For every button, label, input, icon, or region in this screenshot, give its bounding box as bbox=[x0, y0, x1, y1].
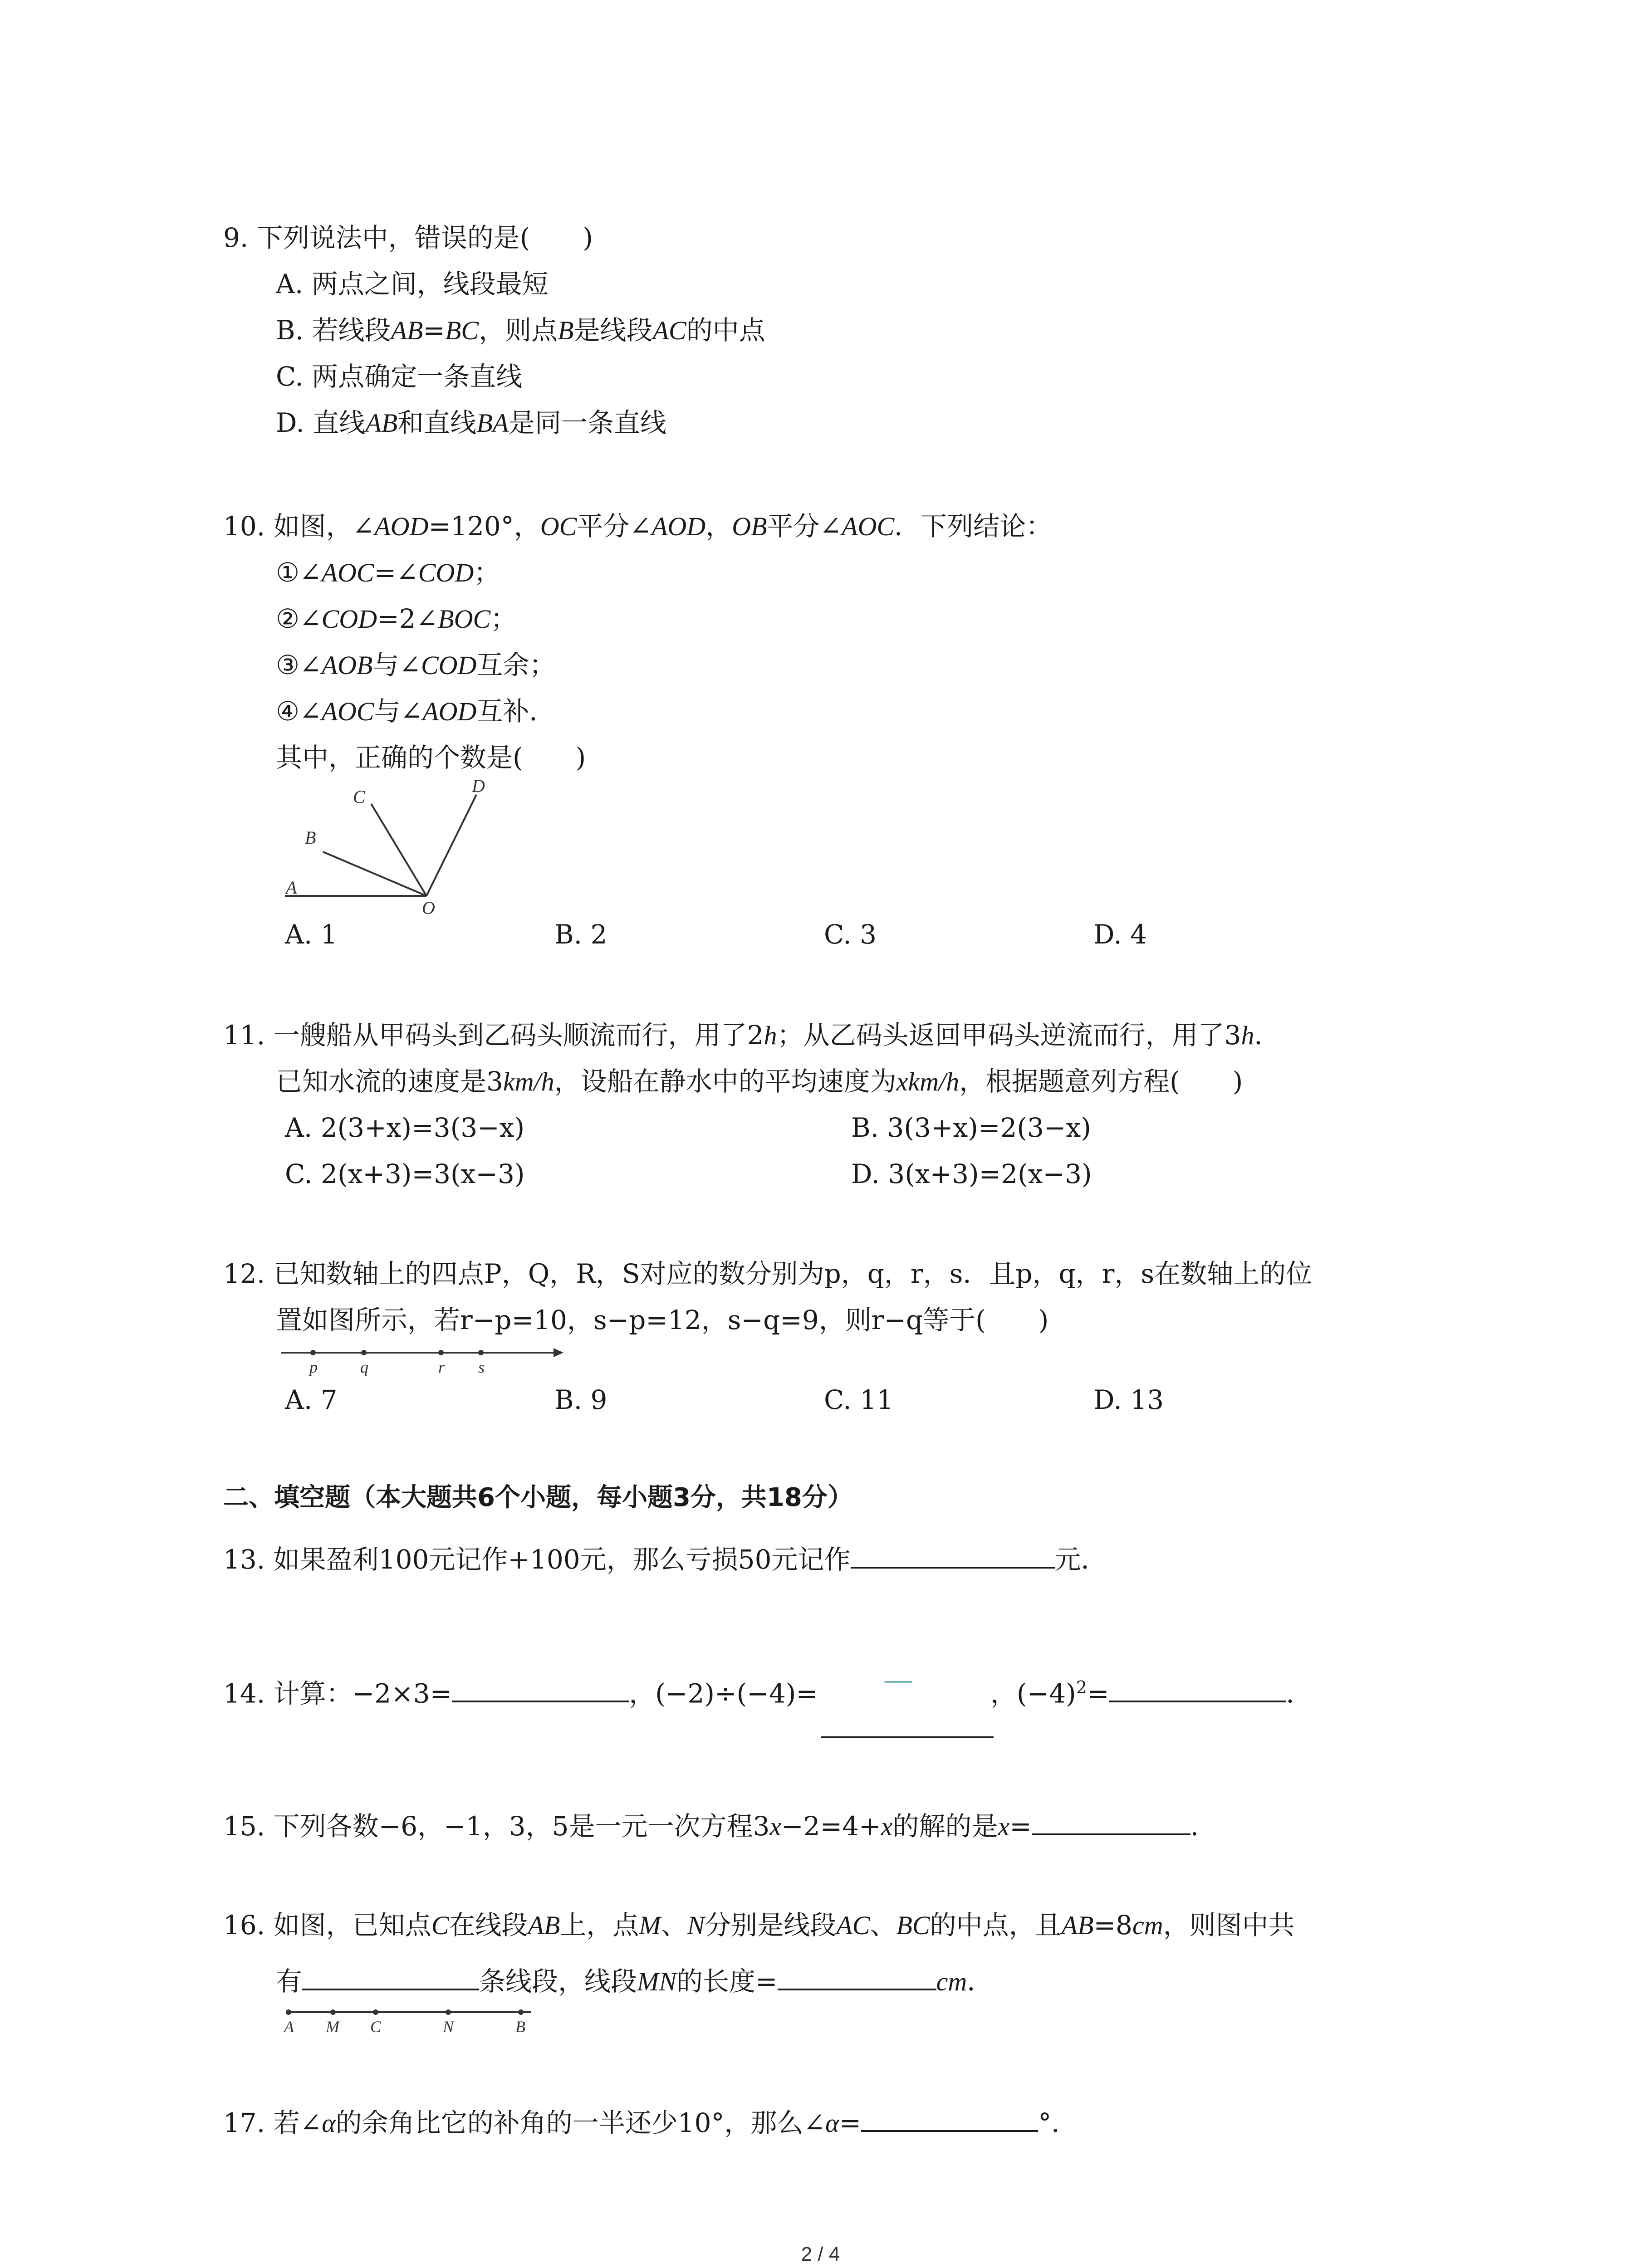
q16-blank-1[interactable] bbox=[302, 1963, 479, 1990]
q9-option-c: C. 两点确定一条直线 bbox=[276, 361, 523, 392]
q11-option-c: C. 2(x+3)=3(x−3) bbox=[285, 1158, 525, 1189]
segment-figure bbox=[277, 2004, 540, 2040]
q10-option-a: A. 1 bbox=[285, 919, 338, 950]
q10-statement-3: ③∠AOB与∠COD互余； bbox=[276, 650, 556, 680]
q15: 15. 下列各数−6，−1，3，5是一元一次方程3x−2=4+x的解的是x= ． bbox=[223, 1808, 1217, 1843]
point-r bbox=[438, 1350, 444, 1355]
q12-line-1: 12. 已知数轴上的四点P，Q，R，S对应的数分别为p，q，r，s．且p，q，r，s在数轴上的位 bbox=[223, 1258, 1313, 1289]
label-a: A bbox=[286, 877, 297, 898]
q14-blank-3[interactable] bbox=[1109, 1675, 1286, 1702]
q11-option-b: B. 3(3+x)=2(3−x) bbox=[851, 1112, 1091, 1143]
q12-option-b: B. 9 bbox=[554, 1384, 607, 1415]
section-2-title: 二、填空题（本大题共6个小题，每小题3分，共18分） bbox=[223, 1483, 853, 1512]
q16-blank-2[interactable] bbox=[778, 1963, 936, 1990]
point-a bbox=[286, 2009, 291, 2015]
q11-option-d: D. 3(x+3)=2(x−3) bbox=[851, 1158, 1092, 1189]
q9-option-d: D. 直线AB和直线BA是同一条直线 bbox=[276, 407, 667, 438]
ray-ob bbox=[323, 852, 426, 896]
label-s: s bbox=[478, 1358, 485, 1376]
q10-option-d: D. 4 bbox=[1093, 919, 1147, 950]
label-m: M bbox=[326, 2018, 339, 2036]
q11-line-2: 已知水流的速度是3km/h，设船在静水中的平均速度为xkm/h，根据题意列方程( ) bbox=[276, 1066, 1243, 1097]
q14-fraction-answer bbox=[821, 1669, 998, 1751]
label-b: B bbox=[305, 827, 316, 848]
q16-line-1: 16. 如图，已知点C在线段AB上，点M、N分别是线段AC、BC的中点，且AB=8cm，则图中共 bbox=[223, 1910, 1295, 1941]
point-m bbox=[330, 2009, 336, 2015]
point-s bbox=[478, 1350, 484, 1355]
label-o: O bbox=[422, 898, 435, 916]
q13: 13. 如果盈利100元记作+100元，那么亏损50元记作 元． bbox=[223, 1541, 1107, 1576]
label-n: N bbox=[443, 2018, 454, 2036]
point-n bbox=[446, 2009, 451, 2015]
q12-option-a: A. 7 bbox=[285, 1384, 338, 1415]
label-c: C bbox=[353, 787, 365, 807]
fraction-bar-icon: — bbox=[885, 1669, 912, 1694]
number-line-figure bbox=[277, 1343, 567, 1379]
point-c bbox=[373, 2009, 378, 2015]
q11-line-1: 11. 一艘船从甲码头到乙码头顺流而行，用了2h；从乙码头返回甲码头逆流而行，用了3h． bbox=[223, 1020, 1281, 1051]
q12-line-2: 置如图所示，若r−p=10，s−p=12，s−q=9，则r−q等于( ) bbox=[276, 1305, 1049, 1335]
label-r: r bbox=[438, 1358, 445, 1376]
q10-option-c: C. 3 bbox=[824, 919, 877, 950]
q10-statement-2: ②∠COD=2∠BOC； bbox=[276, 603, 517, 634]
q17-answer-blank[interactable] bbox=[861, 2105, 1038, 2132]
q10-stem: 10. 如图，∠AOD=120°，OC平分∠AOD，OB平分∠AOC．下列结论： bbox=[223, 511, 1053, 542]
q10-option-b: B. 2 bbox=[554, 919, 607, 950]
label-b: B bbox=[515, 2018, 525, 2036]
label-c: C bbox=[370, 2018, 382, 2036]
q9-option-b: B. 若线段AB=BC，则点B是线段AC的中点 bbox=[276, 315, 765, 346]
page-number: 2 / 4 bbox=[801, 2243, 840, 2265]
q9-stem: 9. 下列说法中，错误的是( ) bbox=[223, 222, 593, 253]
point-b bbox=[518, 2009, 524, 2015]
label-d: D bbox=[472, 776, 485, 796]
q14-blank-1[interactable] bbox=[452, 1675, 629, 1702]
label-q: q bbox=[360, 1358, 368, 1376]
q11-option-a: A. 2(3+x)=3(3−x) bbox=[285, 1112, 525, 1143]
point-p bbox=[310, 1350, 316, 1355]
angle-figure bbox=[272, 776, 508, 916]
q15-answer-blank[interactable] bbox=[1032, 1808, 1190, 1835]
q12-option-d: D. 13 bbox=[1093, 1384, 1164, 1415]
q10-statement-1: ①∠AOC=∠COD； bbox=[276, 557, 500, 588]
ray-od bbox=[426, 795, 476, 896]
q17: 17. 若∠α的余角比它的补角的一半还少10°，那么∠α= °． bbox=[223, 2105, 1078, 2140]
q9-option-a: A. 两点之间，线段最短 bbox=[276, 269, 549, 299]
q12-option-c: C. 11 bbox=[824, 1384, 893, 1415]
label-a: A bbox=[284, 2018, 294, 2036]
q13-answer-blank[interactable] bbox=[851, 1541, 1055, 1569]
ray-oc bbox=[371, 804, 426, 896]
q10-question: 其中，正确的个数是( ) bbox=[276, 742, 586, 773]
q10-statement-4: ④∠AOC与∠AOD互补． bbox=[276, 696, 556, 727]
q16-line-2: 有 条线段，线段MN的长度= cm． bbox=[276, 1963, 993, 1998]
point-q bbox=[361, 1350, 367, 1355]
q14: 14. 计算：−2×3= ，(−2)÷(−4)= ，$(-4)^2=$ ． bbox=[223, 1671, 1313, 1710]
label-p: p bbox=[309, 1358, 318, 1376]
